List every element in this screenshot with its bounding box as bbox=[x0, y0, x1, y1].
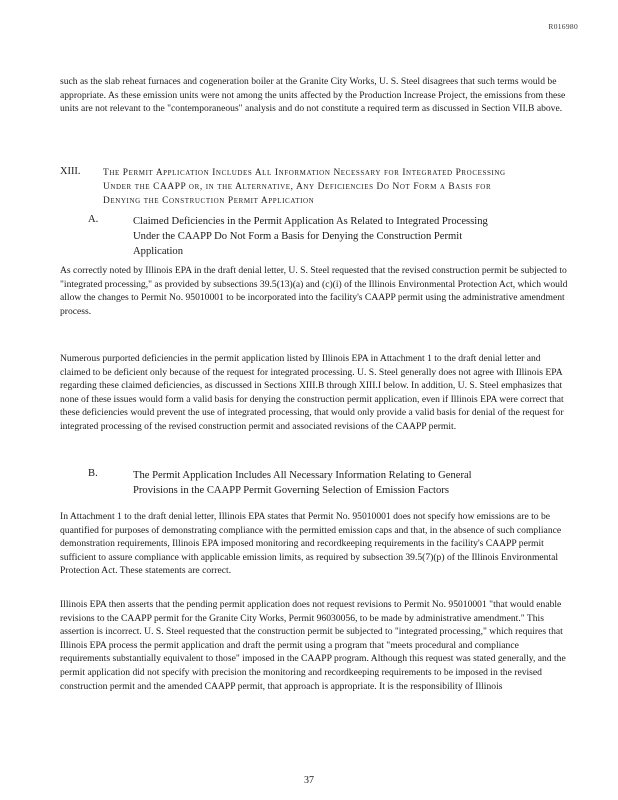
paragraph-intro: such as the slab reheat furnaces and cogeneration boiler at the Granite City Works, U. S. Steel disagrees that such terms would be appropriate. As these emission units were not among the units affected by the Production Increase Project, the emissions from these units are not relevant to the "contemporaneous" analysis and do not constitute a required term as discussed in Section VII.B above. bbox=[60, 76, 566, 115]
document-id: R016980 bbox=[548, 22, 578, 31]
page-number: 37 bbox=[304, 775, 314, 786]
subsection-b-letter: B. bbox=[88, 468, 98, 479]
subsection-a-title: Claimed Deficiencies in the Permit Application As Related to Integrated Processing Under the CAAPP Do Not Form a Basis for Denying the Construction Permit Application bbox=[133, 216, 488, 257]
section-heading: The Permit Application Includes All Information Necessary for Integrated Processing Under the CAAPP or, in the Alternative, Any Deficiencies Do Not Form a Basis for Denying the Construction Permit Application bbox=[103, 168, 506, 206]
subsection-a-letter: A. bbox=[88, 214, 99, 225]
paragraph-a2: Numerous purported deficiencies in the permit application listed by Illinois EPA in Attachment 1 to the draft denial letter and claimed to be deficient only because of the request for integrated processing. U. S. Steel generally does not agree with Illinois EPA regarding these claimed deficiencies, as discussed in Sections XIII.B through XIII.I below. In addition, U. S. Steel emphasizes that none of these issues would form a valid basis for denying the construction permit application, even if Illinois EPA were correct that these deficiencies would prevent the use of integrated processing, that would only provide a valid basis for denial of the request for integrated processing of the revised construction permit and associated revisions of the CAAPP permit. bbox=[60, 353, 564, 432]
paragraph-b2: Illinois EPA then asserts that the pending permit application does not request revisions to Permit No. 95010001 "that would enable revisions to the CAAPP permit for the Granite City Works, Permit 96030056, to be made by administrative amendment." This assertion is incorrect. U. S. Steel requested that the construction permit be subjected to "integrated processing," which requires that Illinois EPA process the permit application and draft the permit using a program that "meets procedural and compliance requirements substantially equivalent to those" imposed in the CAAPP program. Although this request was stated generally, and the permit application did not specify with precision the monitoring and recordkeeping requirements to be imposed in the revised construction permit and the amended CAAPP permit, that approach is appropriate. It is the responsibility of Illinois bbox=[60, 599, 566, 692]
paragraph-a1: As correctly noted by Illinois EPA in the draft denial letter, U. S. Steel requested that the revised construction permit be subjected to "integrated processing," as provided by subsections 39.5(13)(a) and (c)(i) of the Illinois Environmental Protection Act, which would allow the changes to Permit No. 95010001 to be incorporated into the facility's CAAPP permit using the administrative amendment process. bbox=[60, 265, 568, 317]
paragraph-b1: In Attachment 1 to the draft denial letter, Illinois EPA states that Permit No. 95010001 does not specify how emissions are to be quantified for purposes of demonstrating compliance with the permitted emission caps and that, in the absence of such compliance demonstration requirements, Illinois EPA imposed monitoring and recordkeeping requirements in the facility's CAAPP permit sufficient to assure compliance with applicable emission limits, as required by subsection 39.5(7)(p) of the Illinois Environmental Protection Act. These statements are correct. bbox=[60, 511, 562, 577]
section-number: XIII. bbox=[60, 166, 81, 177]
subsection-b-title: The Permit Application Includes All Necessary Information Relating to General Provisions in the CAAPP Permit Governing Selection of Emission Factors bbox=[133, 470, 472, 496]
